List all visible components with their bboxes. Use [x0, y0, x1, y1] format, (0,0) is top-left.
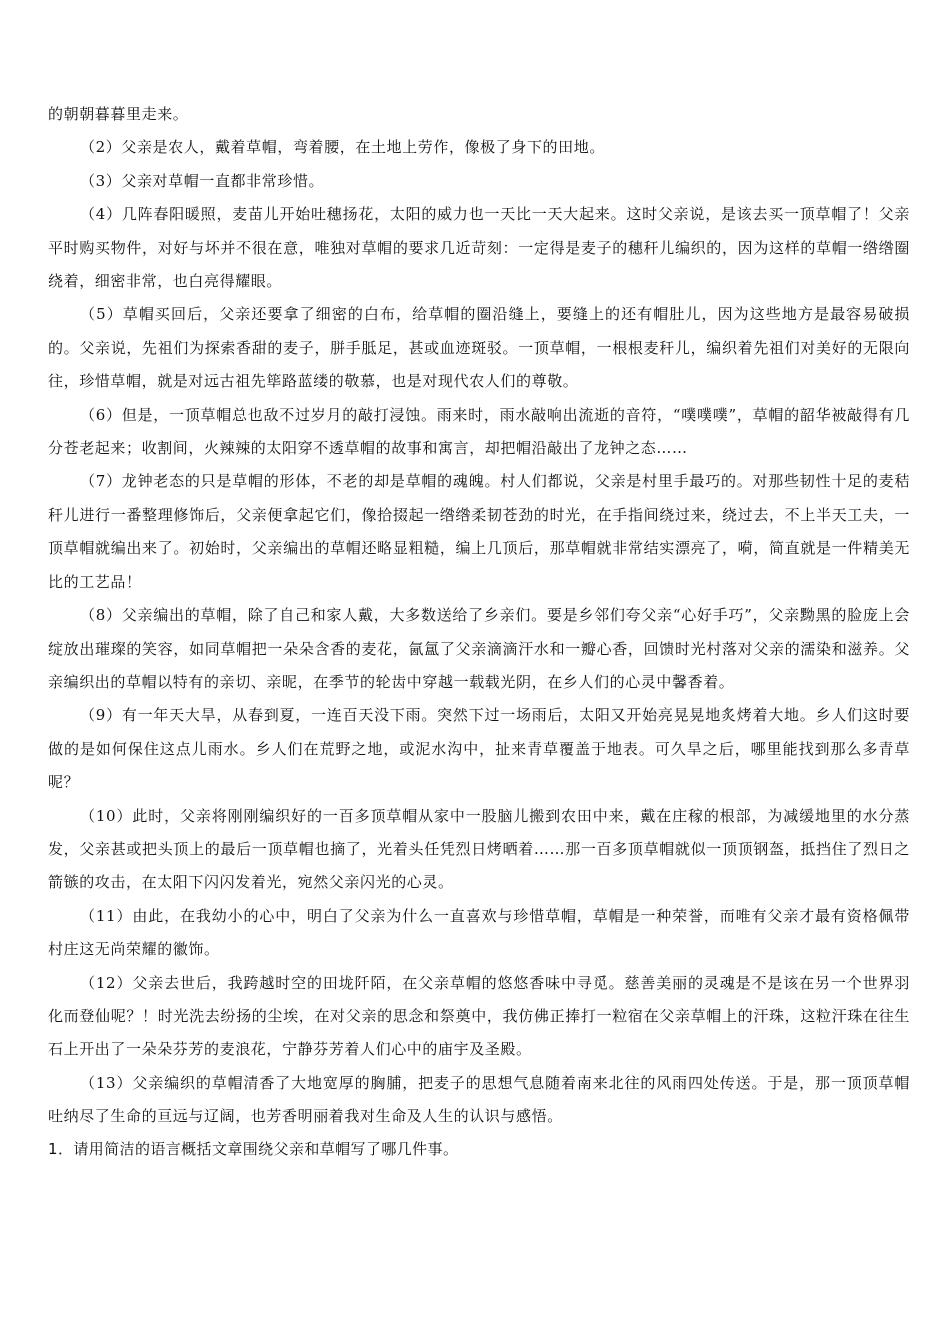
- paragraph-9: （9）有一年天大旱，从春到夏，一连百天没下雨。突然下过一场雨后，太阳又开始亮晃晃地炙烤着大地。乡人们这时要做的是如何保住这点儿雨水。乡人们在荒野之地，或泥水沟中，扯来青草覆盖于地表。可久旱之后，哪里能找到那么多青草呢？: [48, 706, 910, 792]
- paragraph-4: （4）几阵春阳暖照，麦苗儿开始吐穗扬花，太阳的威力也一天比一天大起来。这时父亲说，是该去买一顶草帽了！父亲平时购买物件，对好与坏并不很在意，唯独对草帽的要求几近苛刻：一定得是麦子的穗秆儿编织的，因为这样的草帽一绺绺圈绕着，细密非常，也白亮得耀眼。: [48, 205, 910, 291]
- paragraph-7: （7）龙钟老态的只是草帽的形体，不老的却是草帽的魂魄。村人们都说，父亲是村里手最巧的。对那些韧性十足的麦秸秆儿进行一番整理修饰后，父亲便拿起它们，像拾掇起一绺绺柔韧苍劲的时光，在手指间绕过来，绕过去，不上半天工夫，一顶草帽就编出来了。初始时，父亲编出的草帽还略显粗糙，编上几顶后，那草帽就非常结实漂亮了，嗬，简直就是一件精美无比的工艺品！: [48, 472, 910, 591]
- article-body: [48, 98, 910, 1164]
- paragraph-5: （5）草帽买回后，父亲还要拿了细密的白布，给草帽的圈沿缝上，要缝上的还有帽肚儿，因为这些地方是最容易破损的。父亲说，先祖们为探索香甜的麦子，胼手胝足，甚或血迹斑驳。一顶草帽，一根根麦秆儿，编织着先祖们对美好的无限向往，珍惜草帽，就是对远古祖先筚路蓝缕的敬慕，也是对现代农人们的尊敬。: [48, 305, 910, 391]
- paragraph-6: （6）但是，一顶草帽总也敌不过岁月的敲打浸蚀。雨来时，雨水敲响出流逝的音符，“噗噗噗”，草帽的韶华被敲得有几分苍老起来；收割间，火辣辣的太阳穿不透草帽的故事和寓言，却把帽沿敲出了龙钟之态……: [48, 405, 910, 458]
- article-lead: 的朝朝暮暮里走来。: [48, 105, 189, 123]
- paragraph-13: （13）父亲编织的草帽清香了大地宽厚的胸脯，把麦子的思想气息随着南来北往的风雨四处传送。于是，那一顶顶草帽吐纳尽了生命的亘远与辽阔，也芳香明丽着我对生命及人生的认识与感悟。: [48, 1073, 910, 1126]
- paragraph-3: （3）父亲对草帽一直都非常珍惜。: [80, 171, 325, 190]
- paragraph-8: （8）父亲编出的草帽，除了自己和家人戴，大多数送给了乡亲们。要是乡邻们夸父亲“心好手巧”，父亲黝黑的脸庞上会绽放出璀璨的笑容，如同草帽把一朵朵含香的麦花，氤氲了父亲滴滴汗水和一瓣心香，回馈时光村落对父亲的濡染和滋养。父亲编织出的草帽以特有的亲切、亲昵，在季节的轮齿中穿越一载载光阴，在乡人们的心灵中馨香着。: [48, 606, 910, 691]
- paragraph-12: （12）父亲去世后，我跨越时空的田垅阡陌，在父亲草帽的悠悠香味中寻觅。慈善美丽的灵魂是不是该在另一个世界羽化而登仙呢？！时光洗去纷扬的尘埃，在对父亲的思念和祭奠中，我仿佛正捧打一粒宿在父亲草帽上的汗珠，这粒汗珠在往生石上开出了一朵朵芬芳的麦浪花，宁静芬芳着人们心中的庙宇及圣殿。: [48, 973, 910, 1059]
- paragraph-10: （10）此时，父亲将刚刚编织好的一百多顶草帽从家中一股脑儿搬到农田中来，戴在庄稼的根部，为减缓地里的水分蒸发，父亲甚或把头顶上的最后一顶草帽也摘了，光着头任凭烈日烤晒着……那一百多顶草帽就似一顶顶钢盔，抵挡住了烈日之箭镞的攻击，在太阳下闪闪发着光，宛然父亲闪光的心灵。: [48, 806, 910, 892]
- paragraph-2: （2）父亲是农人，戴着草帽，弯着腰，在土地上劳作，像极了身下的田地。: [80, 138, 605, 157]
- question-1: 1．请用简洁的语言概括文章围绕父亲和草帽写了哪几件事。: [48, 1139, 459, 1158]
- paragraph-11: （11）由此，在我幼小的心中，明白了父亲为什么一直喜欢与珍惜草帽，草帽是一种荣誉，而唯有父亲才最有资格佩带村庄这无尚荣耀的徽饰。: [48, 906, 910, 959]
